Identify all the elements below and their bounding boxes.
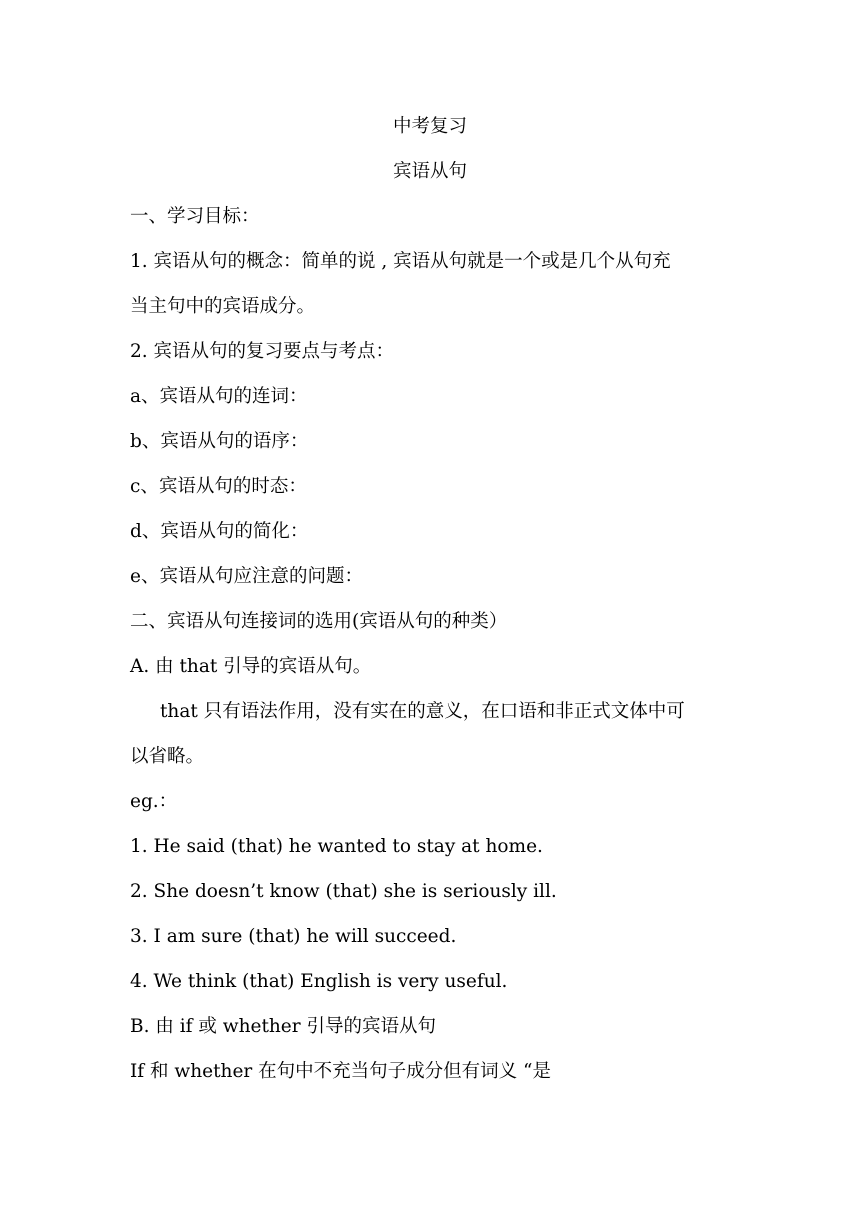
subheading-a: A. 由 that 引导的宾语从句。 [130, 656, 372, 677]
subheading-b: B. 由 if 或 whether 引导的宾语从句 [130, 1016, 436, 1037]
document-title: 中考复习 [392, 116, 467, 137]
section-heading-goals: 一、学习目标： [130, 206, 260, 227]
paragraph-line: 1. 宾语从句的概念：简单的说 , 宾语从句就是一个或是几个从句充 [130, 251, 671, 272]
list-item: b、宾语从句的语序： [130, 431, 309, 452]
list-item: a、宾语从句的连词： [130, 386, 308, 407]
paragraph-line: 2. 宾语从句的复习要点与考点： [130, 341, 395, 362]
list-item: d、宾语从句的简化： [130, 521, 309, 542]
paragraph-line: 以省略。 [130, 746, 205, 767]
example-sentence: 1. He said (that) he wanted to stay at home. [130, 836, 543, 857]
list-item: e、宾语从句应注意的问题： [130, 566, 363, 587]
example-sentence: 2. She doesn’t know (that) she is seriously ill. [130, 881, 557, 902]
paragraph-line: If 和 whether 在句中不充当句子成分但有词义 “是 [130, 1061, 551, 1082]
paragraph-line: 当主句中的宾语成分。 [130, 296, 316, 317]
example-sentence: 3. I am sure (that) he will succeed. [130, 926, 457, 947]
section-heading-connectives: 二、宾语从句连接词的选用(宾语从句的种类） [130, 611, 508, 632]
paragraph-line: that 只有语法作用，没有实在的意义，在口语和非正式文体中可 [160, 701, 685, 722]
document-subtitle: 宾语从句 [392, 161, 467, 182]
list-item: c、宾语从句的时态： [130, 476, 307, 497]
example-label: eg.： [130, 791, 178, 812]
example-sentence: 4. We think (that) English is very useful. [130, 971, 508, 992]
